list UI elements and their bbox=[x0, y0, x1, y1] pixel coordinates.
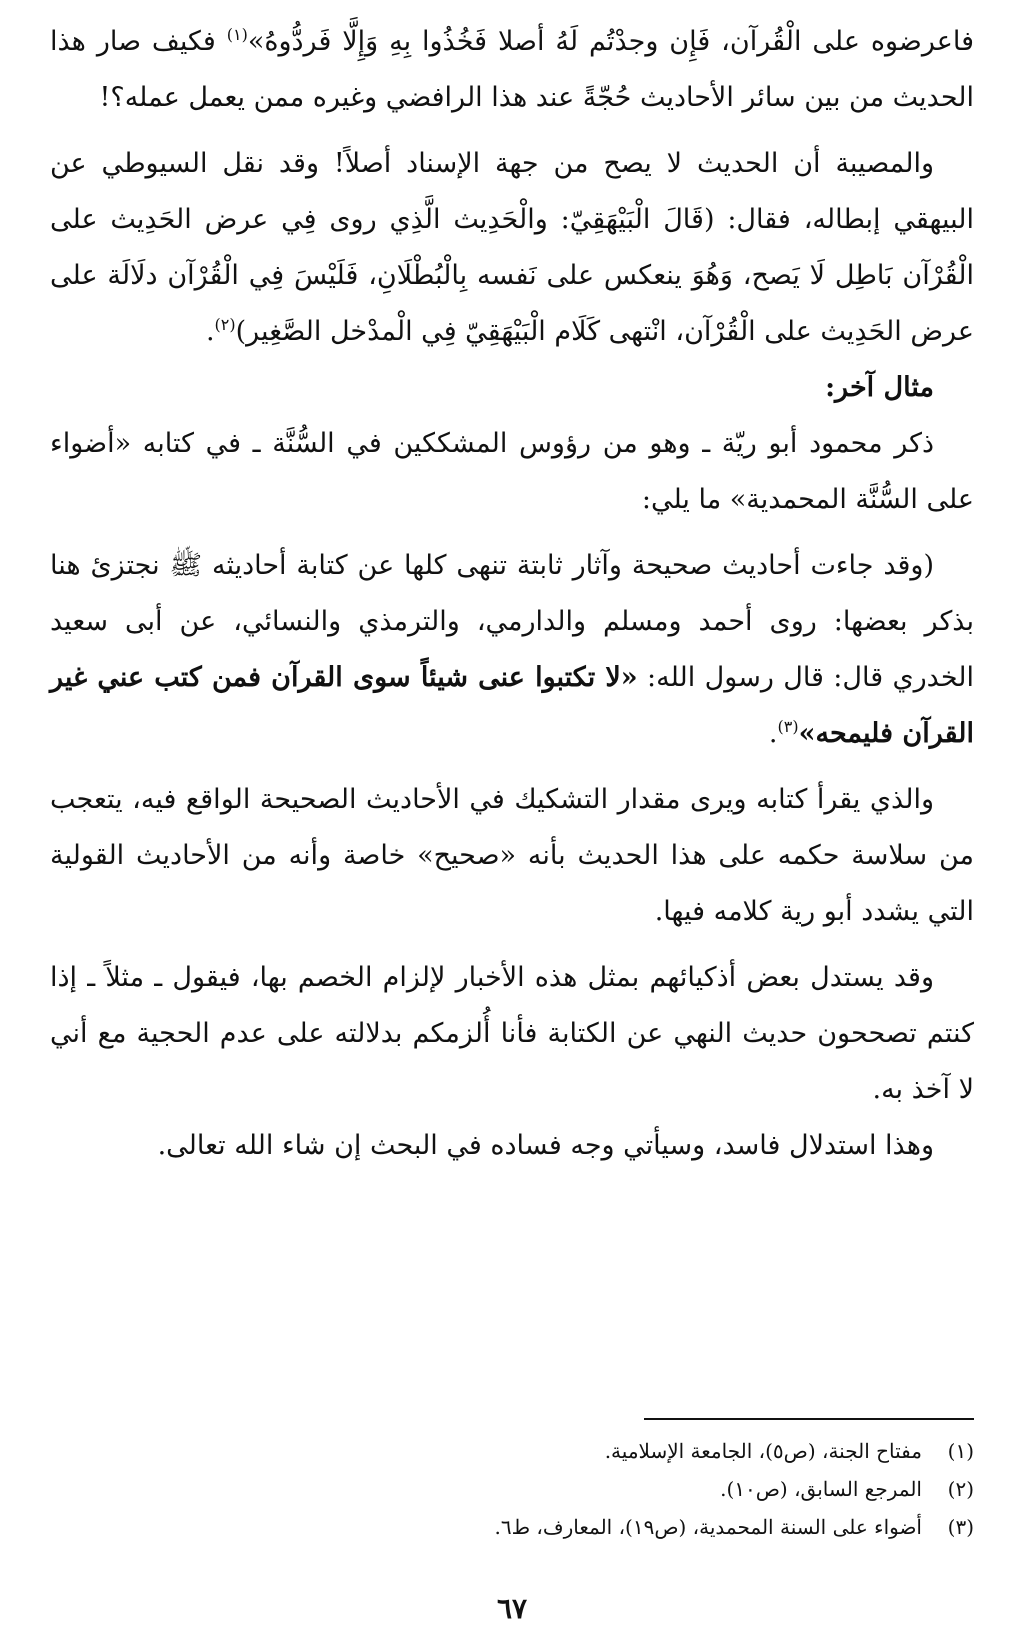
footnote-number: (٣) bbox=[947, 1515, 974, 1539]
paragraph-4-quote bbox=[50, 538, 974, 762]
paragraph-2-text: والمصيبة أن الحديث لا يصح من جهة الإسناد أصلاً! وقد نقل السيوطي عن البيهقي إبطاله، فقال: (قَالَ الْبَيْهَقِيّ: والْحَدِيث الَّذِي روى فِي عرض الحَدِيث على الْقُرْآن بَاطِل لَا يَصح، وَهُوَ ينعكس على نَفسه بِالْبُطْلَانِ، فَلَيْسَ فِي الْقُرْآن دلَالَة على عرض الحَدِيث على الْقُرْآن، انْتهى كَلَام الْبَيْهَقِيّ فِي الْمدْخل الصَّغِير) bbox=[50, 148, 974, 347]
hadith-quote-bold: «لا تكتبوا عنى شيئاً سوى القرآن فمن كتب عني غير القرآن فليمحه» bbox=[50, 662, 974, 749]
footnote-ref-2[interactable]: (٢) bbox=[214, 315, 236, 334]
footnote-text: مفتاح الجنة، (ص٥)، الجامعة الإسلامية. bbox=[604, 1439, 922, 1463]
quote-text: (وقد جاءت أحاديث صحيحة وآثار ثابتة تنهى كلها عن كتابة أحاديثه ﷺ نجتزئ هنا بذكر بعضها: روى أحمد ومسلم والدارمي، والترمذي والنسائي، عن أبى سعيد الخدري قال: قال رسول الله: bbox=[50, 550, 974, 693]
footnote-3 bbox=[50, 1508, 974, 1546]
paragraph-5: والذي يقرأ كتابه ويرى مقدار التشكيك في الأحاديث الصحيحة الواقع فيه، يتعجب من سلاسة حكمه على هذا الحديث بأنه «صحيح» خاصة وأنه من الأحاديث القولية التي يشدد أبو رية كلامه فيها. bbox=[50, 784, 974, 927]
footnote-1 bbox=[50, 1432, 974, 1470]
section-heading: مثال آخر: bbox=[825, 372, 934, 403]
footnote-text: أضواء على السنة المحمدية، (ص١٩)، المعارف، ط٦. bbox=[494, 1515, 922, 1539]
paragraph-1-text-b: فكيف صار هذا الحديث من بين سائر الأحاديث حُجّةً عند هذا الرافضي وغيره ممن يعمل عمله؟! bbox=[50, 26, 974, 113]
footnotes bbox=[50, 1432, 974, 1546]
footnote-number: (١) bbox=[947, 1439, 974, 1463]
paragraph-1 bbox=[50, 14, 974, 126]
footnote-ref-1[interactable]: (١) bbox=[226, 25, 248, 44]
paragraph-3: ذكر محمود أبو ريّة ـ وهو من رؤوس المشككين في السُّنَّة ـ في كتابه «أضواء على السُّنَّة المحمدية» ما يلي: bbox=[50, 428, 974, 515]
footnote-ref-3[interactable]: (٣) bbox=[777, 717, 799, 736]
footnote-2 bbox=[50, 1470, 974, 1508]
page-number: ٦٧ bbox=[496, 1592, 528, 1625]
paragraph-1-text-a: فاعرضوه على الْقُرآن، فَإِن وجدْتُم لَهُ أصلا فَخُذُوا بِهِ وَإِلَّا فَردُّوهُ» bbox=[247, 26, 974, 57]
footnote-text: المرجع السابق، (ص١٠). bbox=[720, 1477, 922, 1501]
footnote-number: (٢) bbox=[947, 1477, 974, 1501]
footnote-divider bbox=[644, 1418, 974, 1420]
paragraph-4-end: . bbox=[768, 718, 778, 749]
paragraph-2 bbox=[50, 136, 974, 360]
paragraph-6: وقد يستدل بعض أذكيائهم بمثل هذه الأخبار لإلزام الخصم بها، فيقول ـ مثلاً ـ إذا كنتم تصححون حديث النهي عن الكتابة فأنا أُلزمكم بدلالته على عدم الحجية مع أني لا آخذ به. bbox=[50, 962, 974, 1105]
paragraph-2-end: . bbox=[205, 316, 215, 347]
paragraph-7: وهذا استدلال فاسد، وسيأتي وجه فساده في البحث إن شاء الله تعالى. bbox=[157, 1130, 934, 1161]
